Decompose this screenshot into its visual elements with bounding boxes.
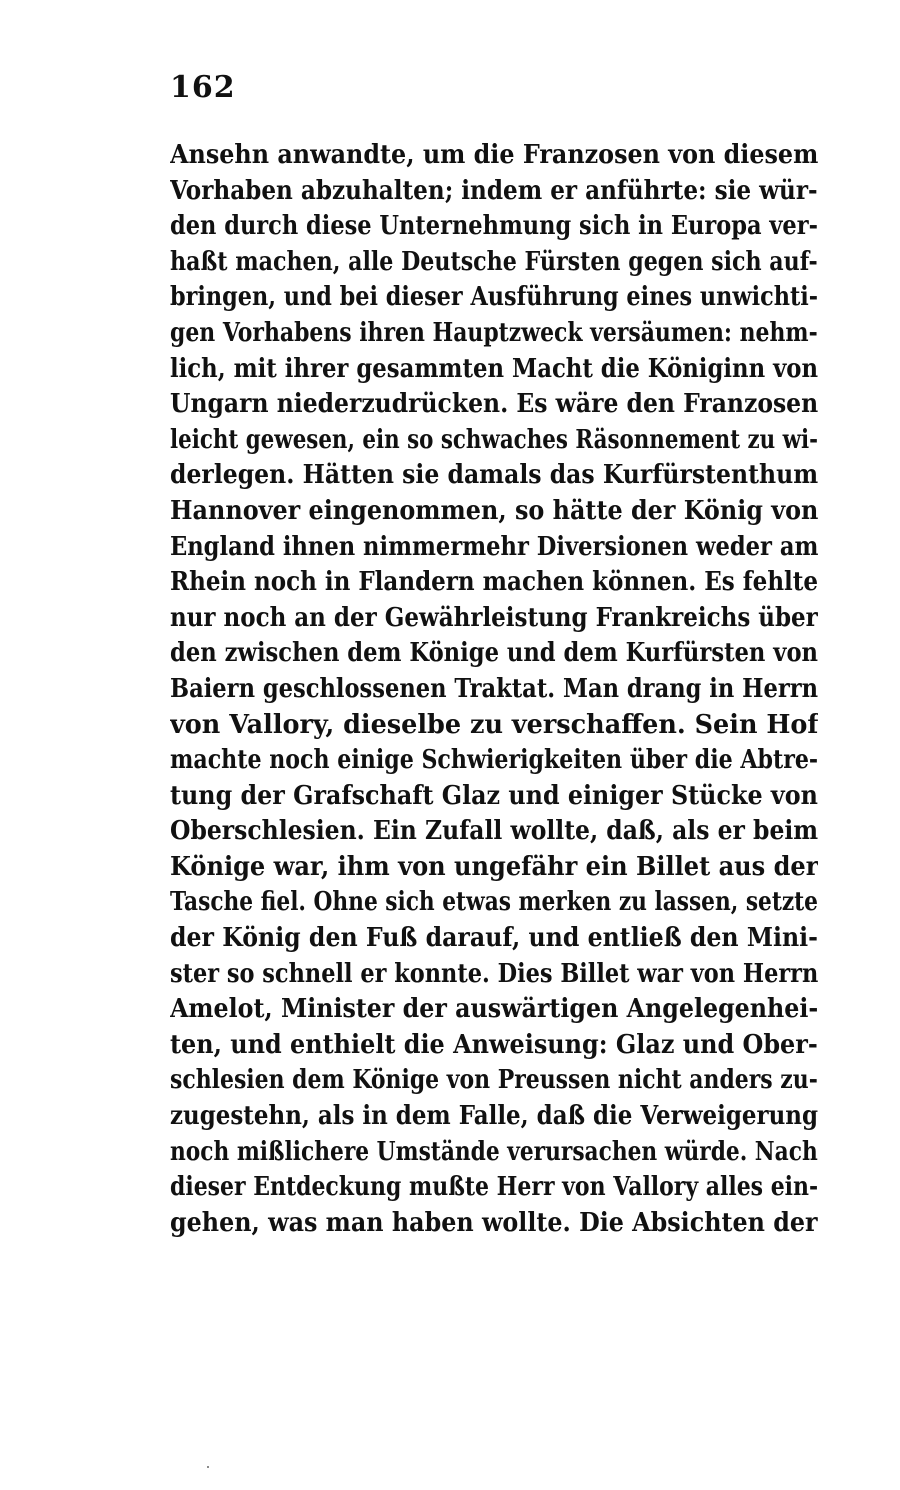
text-line: Hannover eingenommen, so hätte der König von xyxy=(170,495,818,526)
text-line: bringen, und bei dieser Ausführung eines unwichti- xyxy=(170,282,818,313)
text-line: Könige war, ihm von ungefähr ein Billet aus der xyxy=(170,851,818,882)
text-line: gen Vorhabens ihren Hauptzweck versäumen: nehm- xyxy=(170,317,818,348)
text-line: ster so schnell er konnte. Dies Billet war von Herrn xyxy=(170,958,818,989)
text-line: Amelot, Minister der auswärtigen Angelegenhei- xyxy=(170,994,818,1025)
text-line: den durch diese Unternehmung sich in Europa ver- xyxy=(170,211,818,242)
page-number: 162 xyxy=(170,70,236,105)
text-line: tung der Grafschaft Glaz und einiger Stücke von xyxy=(170,780,818,811)
text-line: Ansehn anwandte, um die Franzosen von diesem xyxy=(170,140,818,170)
text-line: England ihnen nimmermehr Diversionen weder am xyxy=(170,531,818,562)
text-line: nur noch an der Gewährleistung Frankreichs über xyxy=(170,602,818,633)
text-line: haßt machen, alle Deutsche Fürsten gegen sich auf- xyxy=(170,246,818,277)
text-line: Vorhaben abzuhalten; indem er anführte: sie wür- xyxy=(170,175,818,206)
text-line: gehen, was man haben wollte. Die Absichten der xyxy=(170,1207,818,1238)
text-line: lich, mit ihrer gesammten Macht die Königinn von xyxy=(170,353,818,384)
text-line: von Vallory, dieselbe zu verschaffen. Sein Hof xyxy=(170,709,818,740)
text-line: ten, und enthielt die Anweisung: Glaz und Ober- xyxy=(170,1029,818,1060)
text-line: Baiern geschlossenen Traktat. Man drang in Herrn xyxy=(170,673,818,704)
body-text xyxy=(170,138,818,1241)
text-line: derlegen. Hätten sie damals das Kurfürstenthum xyxy=(170,460,818,491)
text-line: noch mißlichere Umstände verursachen würde. Nach xyxy=(170,1136,818,1167)
text-line: Ungarn niederzudrücken. Es wäre den Franzosen xyxy=(170,389,818,420)
text-line: den zwischen dem Könige und dem Kurfürsten von xyxy=(170,638,818,669)
text-line: Rhein noch in Flandern machen können. Es fehlte xyxy=(170,567,818,598)
text-line: zugestehn, als in dem Falle, daß die Verweigerung xyxy=(170,1101,818,1132)
paper-speck xyxy=(207,1466,209,1468)
text-line: Tasche fiel. Ohne sich etwas merken zu lassen, setzte xyxy=(170,887,818,918)
text-line: schlesien dem Könige von Preussen nicht anders zu- xyxy=(170,1065,818,1096)
text-line: Oberschlesien. Ein Zufall wollte, daß, als er beim xyxy=(170,816,818,847)
text-line: machte noch einige Schwierigkeiten über die Abtre- xyxy=(170,745,818,776)
text-line: leicht gewesen, ein so schwaches Räsonnement zu wi- xyxy=(170,424,818,455)
text-line: der König den Fuß darauf, und entließ den Mini- xyxy=(170,923,818,954)
text-line: dieser Entdeckung mußte Herr von Vallory alles ein- xyxy=(170,1172,818,1203)
